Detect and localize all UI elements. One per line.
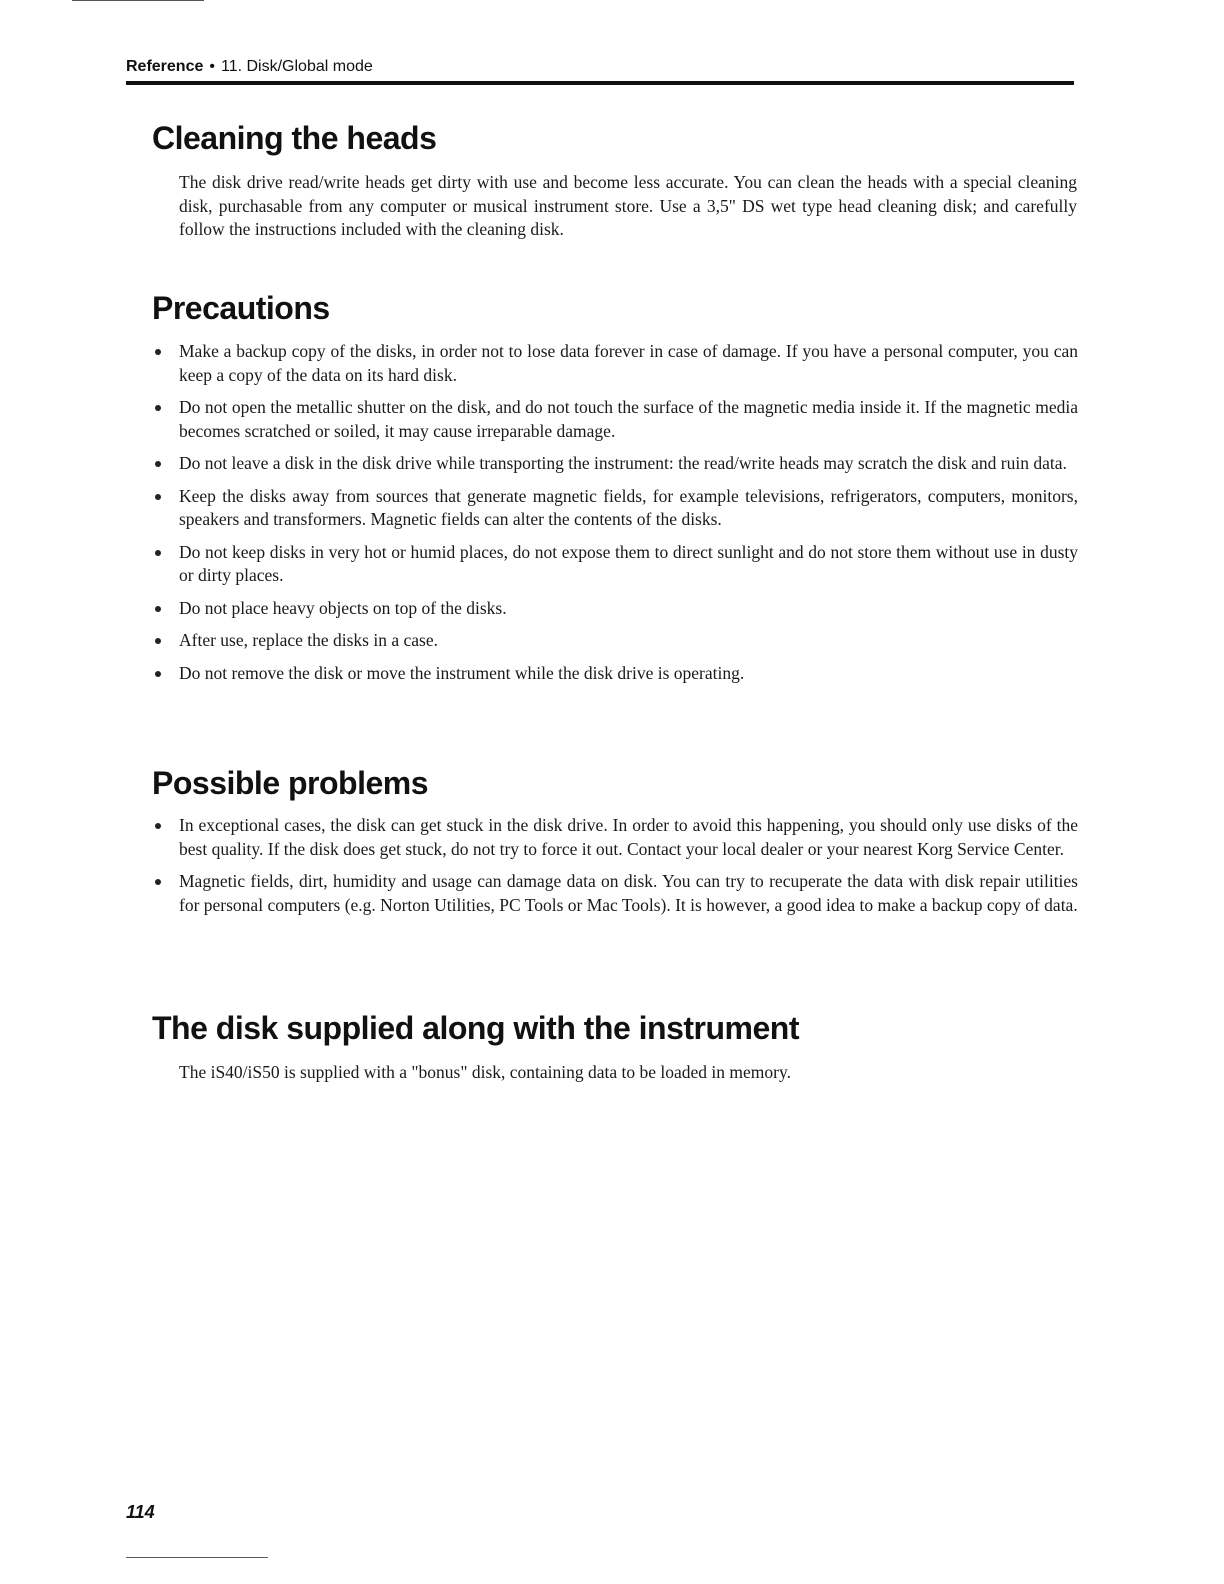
- header-reference: Reference: [126, 58, 204, 75]
- page-number: 114: [126, 1502, 155, 1522]
- precaution-item: After use, replace the disks in a case.: [152, 629, 1078, 653]
- heading-possible-problems: Possible problems: [152, 765, 429, 801]
- heading-precautions: Precautions: [152, 290, 330, 326]
- header-chapter: 11. Disk/Global mode: [220, 58, 373, 75]
- header-bullet: •: [209, 58, 215, 75]
- bottom-rule: [126, 1557, 268, 1558]
- precaution-item: Do not leave a disk in the disk drive while transporting the instrument: the read/write heads may scratch the disk and ruin data.: [152, 452, 1078, 476]
- precaution-item: Do not open the metallic shutter on the disk, and do not touch the surface of the magnetic media inside it. If the magnetic media becomes scratched or soiled, it may cause irreparable damage.: [152, 396, 1078, 443]
- precaution-item: Do not remove the disk or move the instrument while the disk drive is operating.: [152, 662, 1078, 686]
- problem-item: In exceptional cases, the disk can get stuck in the disk drive. In order to avoid this happening, you should only use disks of the best quality. If the disk does get stuck, do not try to force it out. Contact your local dealer or your nearest Korg Service Center.: [152, 814, 1078, 861]
- precaution-item: Do not keep disks in very hot or humid places, do not expose them to direct sunlight and do not store them without use in dusty or dirty places.: [152, 541, 1078, 588]
- heading-disk-supplied: The disk supplied along with the instrument: [152, 1010, 799, 1046]
- supplied-paragraph: The iS40/iS50 is supplied with a "bonus" disk, containing data to be loaded in memory.: [179, 1062, 791, 1082]
- precautions-list: [152, 340, 1078, 694]
- problems-list: [152, 814, 1078, 926]
- top-rule: [72, 0, 204, 1]
- heading-cleaning-heads: Cleaning the heads: [152, 120, 437, 156]
- problem-item: Magnetic fields, dirt, humidity and usage can damage data on disk. You can try to recuperate the data with disk repair utilities for personal computers (e.g. Norton Utilities, PC Tools or Mac Tools). It is however, a good idea to make a backup copy of data.: [152, 870, 1078, 917]
- precaution-item: Keep the disks away from sources that generate magnetic fields, for example televisions, refrigerators, computers, monitors, speakers and transformers. Magnetic fields can alter the contents of the disks.: [152, 485, 1078, 532]
- precaution-item: Make a backup copy of the disks, in order not to lose data forever in case of damage. If you have a personal computer, you can keep a copy of the data on its hard disk.: [152, 340, 1078, 387]
- precaution-item: Do not place heavy objects on top of the disks.: [152, 597, 1078, 621]
- header-rule: [126, 81, 1074, 85]
- running-header: [126, 58, 373, 76]
- cleaning-paragraph: The disk drive read/write heads get dirty with use and become less accurate. You can clean the heads with a special cleaning disk, purchasable from any computer or musical instrument store. Use a 3,5" DS wet type head cleaning disk; and carefully follow the instructions included with the cleaning disk.: [179, 172, 1077, 239]
